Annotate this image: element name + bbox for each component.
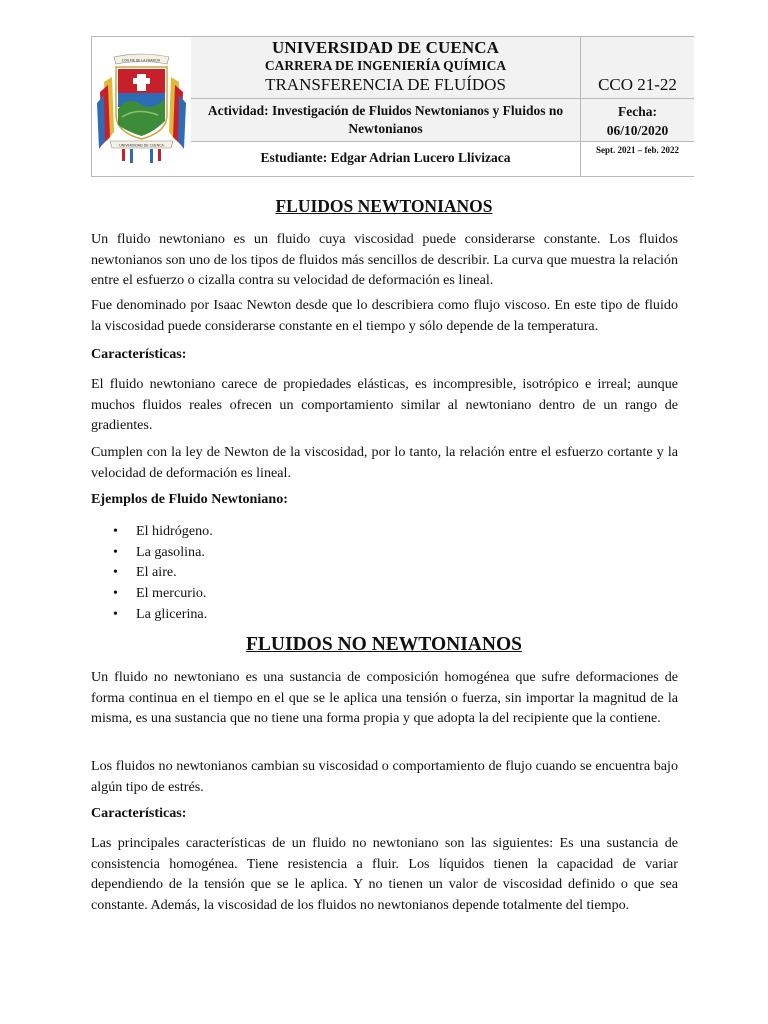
newtonian-paragraph-1: Un fluido newtoniano es un fluido cuya viscosidad puede considerarse constante. Los fluidos newtonianos son uno de los tipos de fluidos más sencillos de describir. La curva que muestra la relación entre el esfuerzo o cizalla contra su velocidad de deformación es lineal.	[91, 231, 678, 288]
period-cell	[581, 142, 694, 176]
logo-cell	[92, 37, 192, 176]
non-newtonian-paragraph-2: Los fluidos no newtonianos cambian su viscosidad o comportamiento de flujo cuando se encuentra bajo algún tipo de estrés.	[91, 758, 678, 795]
university-name: UNIVERSIDAD DE CUENCA	[272, 38, 499, 57]
student-name: Estudiante: Edgar Adrian Lucero Llivizaca	[260, 150, 511, 165]
logo-base-text: UNIVERSIDAD DE CUENCA	[119, 143, 164, 148]
academic-period: Sept. 2021 – feb. 2022	[596, 145, 679, 155]
header-middle-column	[191, 37, 580, 176]
date-cell	[581, 99, 694, 142]
date-value: 06/10/2020	[606, 123, 669, 138]
header-right-column	[580, 37, 694, 176]
non-newtonian-characteristics-label: Características:	[91, 805, 187, 821]
non-newtonian-paragraph-1: Un fluido no newtoniano es una sustancia de composición homogénea que sufre deformaciones de forma continua en el tiempo en el que se le aplica una tensión o fuerza, sin importar la magnitud de la misma, es una sustancia que no tiene una forma propia y que adopta la del recipiente que la contiene.	[91, 669, 678, 726]
list-item: • El mercurio.	[113, 585, 207, 602]
activity-cell	[191, 99, 580, 142]
header-title-cell	[191, 37, 580, 99]
non-newtonian-paragraph-3: Las principales características de un fluido no newtoniano son las siguientes: Es una sustancia de consistencia homogénea. Tiene resistencia a fluir. Los líquidos tienen la capacidad de variar dependiendo de la tensión que se le aplica. Y no tienen un valor de viscosidad definido o que sea constante. Además, la viscosidad de los fluidos no newtonianos depende totalmente del tiempo.	[91, 835, 678, 913]
activity-title: Actividad: Investigación de Fluidos Newtonianos y Fluidos no Newtonianos	[207, 103, 564, 136]
logo-banner-text: CON PIE DE LA FRANCIA	[121, 58, 161, 63]
newtonian-examples-label: Ejemplos de Fluido Newtoniano:	[91, 491, 288, 507]
course-code: CCO 21-22	[598, 75, 677, 94]
date-label: Fecha:	[618, 104, 657, 119]
newtonian-characteristics-label: Características:	[91, 346, 187, 362]
section-title-non-newtonian: FLUIDOS NO NEWTONIANOS	[246, 634, 522, 655]
header-table	[91, 36, 694, 177]
list-item: • La glicerina.	[113, 605, 208, 622]
list-item: • El aire.	[113, 564, 177, 581]
code-cell	[581, 37, 694, 99]
career-name: CARRERA DE INGENIERÍA QUÍMICA	[264, 58, 507, 73]
student-cell	[191, 142, 580, 176]
list-item: • El hidrógeno.	[113, 523, 213, 539]
section-title-newtonian: FLUIDOS NEWTONIANOS	[275, 196, 493, 216]
newtonian-examples-list	[91, 521, 213, 625]
newtonian-paragraph-3: El fluido newtoniano carece de propiedades elásticas, es incompresible, isotrópico e irreal; aunque muchos fluidos reales ofrecen un comportamiento similar al newtoniano dentro de un rango de gradientes.	[91, 376, 678, 433]
newtonian-paragraph-2: Fue denominado por Isaac Newton desde que lo describiera como flujo viscoso. En este tipo de fluido la viscosidad puede considerarse constante en el tiempo y sólo depende de la temperatura.	[91, 297, 678, 334]
list-item: • La gasolina.	[113, 543, 205, 560]
subject-name: TRANSFERENCIA DE FLUÍDOS	[265, 75, 506, 94]
university-logo	[92, 37, 191, 176]
newtonian-paragraph-4: Cumplen con la ley de Newton de la viscosidad, por lo tanto, la relación entre el esfuerzo cortante y la velocidad de deformación es lineal.	[91, 444, 678, 481]
